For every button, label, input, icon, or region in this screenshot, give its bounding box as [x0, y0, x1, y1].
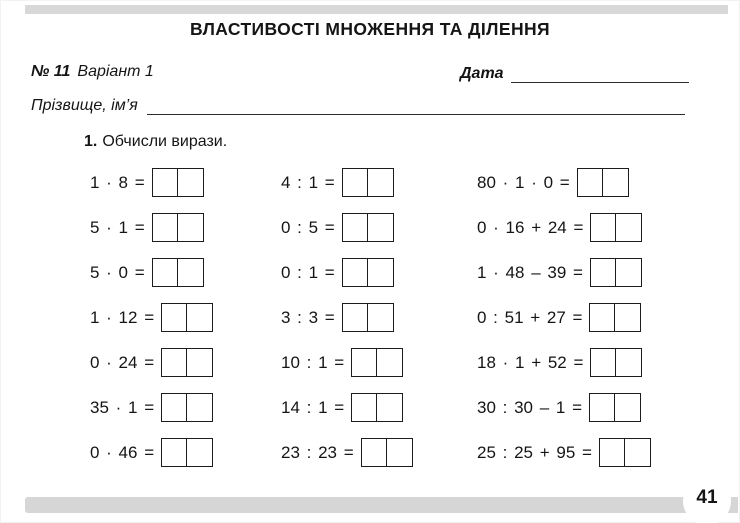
- exercise-row: [477, 160, 651, 205]
- answer-box-pair[interactable]: [599, 438, 651, 467]
- exercise-row: [90, 160, 213, 205]
- expression-text: 5 · 0 =: [90, 262, 145, 282]
- exercise-row: [281, 385, 413, 430]
- answer-box-pair[interactable]: [590, 213, 642, 242]
- answer-box-pair[interactable]: [589, 393, 641, 422]
- answer-box-pair[interactable]: [161, 303, 213, 332]
- answer-box-pair[interactable]: [589, 303, 641, 332]
- answer-cell[interactable]: [178, 213, 204, 242]
- exercise-row: [281, 205, 413, 250]
- answer-cell[interactable]: [589, 303, 615, 332]
- answer-box-pair[interactable]: [342, 303, 394, 332]
- expression-text: 0 : 1 =: [281, 262, 335, 282]
- answer-cell[interactable]: [616, 213, 642, 242]
- exercise-column-3: [477, 160, 651, 475]
- answer-cell[interactable]: [616, 348, 642, 377]
- expression-text: 18 · 1 + 52 =: [477, 352, 584, 372]
- answer-box-pair[interactable]: [590, 258, 642, 287]
- expression-text: 3 : 3 =: [281, 307, 335, 327]
- variant-label: Варіант 1: [77, 63, 154, 80]
- exercise-row: [90, 385, 213, 430]
- date-blank-line[interactable]: [511, 63, 689, 83]
- date-label: Дата: [460, 65, 504, 82]
- exercise-row: [477, 340, 651, 385]
- exercise-row: [477, 205, 651, 250]
- exercise-row: [90, 430, 213, 475]
- answer-cell[interactable]: [152, 213, 178, 242]
- answer-box-pair[interactable]: [361, 438, 413, 467]
- answer-box-pair[interactable]: [161, 438, 213, 467]
- date-row: [460, 63, 689, 83]
- answer-cell[interactable]: [590, 258, 616, 287]
- answer-cell[interactable]: [161, 303, 187, 332]
- answer-cell[interactable]: [615, 303, 641, 332]
- answer-cell[interactable]: [161, 393, 187, 422]
- expression-text: 1 · 12 =: [90, 307, 155, 327]
- answer-cell[interactable]: [616, 258, 642, 287]
- answer-cell[interactable]: [599, 438, 625, 467]
- expression-text: 0 : 51 + 27 =: [477, 307, 583, 327]
- answer-cell[interactable]: [368, 213, 394, 242]
- exercise-row: [477, 250, 651, 295]
- answer-box-pair[interactable]: [342, 213, 394, 242]
- answer-cell[interactable]: [589, 393, 615, 422]
- answer-cell[interactable]: [368, 168, 394, 197]
- answer-cell[interactable]: [342, 213, 368, 242]
- expression-text: 5 · 1 =: [90, 217, 145, 237]
- expression-text: 35 · 1 =: [90, 397, 155, 417]
- answer-cell[interactable]: [625, 438, 651, 467]
- answer-cell[interactable]: [342, 258, 368, 287]
- answer-cell[interactable]: [342, 168, 368, 197]
- answer-cell[interactable]: [351, 393, 377, 422]
- page-number-badge: [683, 477, 731, 523]
- worksheet-number: № 11: [31, 63, 71, 80]
- answer-cell[interactable]: [590, 348, 616, 377]
- name-label: Прізвище, ім’я: [31, 97, 138, 114]
- expression-text: 80 · 1 · 0 =: [477, 172, 570, 192]
- expression-text: 0 · 46 =: [90, 442, 155, 462]
- page-number: 41: [696, 487, 718, 508]
- exercise-row: [477, 385, 651, 430]
- answer-box-pair[interactable]: [577, 168, 629, 197]
- exercise-row: [90, 205, 213, 250]
- answer-cell[interactable]: [377, 348, 403, 377]
- name-row: [31, 95, 685, 115]
- name-blank-line[interactable]: [147, 95, 685, 115]
- exercise-column-2: [281, 160, 413, 475]
- answer-cell[interactable]: [187, 303, 213, 332]
- answer-cell[interactable]: [351, 348, 377, 377]
- expression-text: 23 : 23 =: [281, 442, 354, 462]
- answer-cell[interactable]: [152, 168, 178, 197]
- answer-cell[interactable]: [152, 258, 178, 287]
- answer-cell[interactable]: [368, 303, 394, 332]
- task-label: Обчисли вирази.: [102, 133, 228, 150]
- exercise-row: [90, 295, 213, 340]
- expression-text: 0 · 24 =: [90, 352, 155, 372]
- answer-cell[interactable]: [603, 168, 629, 197]
- expression-text: 1 · 8 =: [90, 172, 145, 192]
- worksheet-meta: [31, 63, 154, 81]
- expression-text: 10 : 1 =: [281, 352, 345, 372]
- exercise-row: [90, 250, 213, 295]
- answer-cell[interactable]: [615, 393, 641, 422]
- answer-cell[interactable]: [590, 213, 616, 242]
- answer-box-pair[interactable]: [152, 213, 204, 242]
- answer-cell[interactable]: [361, 438, 387, 467]
- answer-cell[interactable]: [161, 348, 187, 377]
- exercise-row: [281, 340, 413, 385]
- exercise-row: [90, 340, 213, 385]
- exercise-row: [281, 430, 413, 475]
- exercise-row: [281, 295, 413, 340]
- expression-text: 4 : 1 =: [281, 172, 335, 192]
- bottom-decorative-bar: [25, 497, 738, 513]
- exercise-row: [477, 430, 651, 475]
- top-decorative-bar: [25, 5, 728, 14]
- answer-box-pair[interactable]: [161, 348, 213, 377]
- answer-cell[interactable]: [178, 168, 204, 197]
- task-number: 1.: [84, 133, 98, 150]
- answer-cell[interactable]: [387, 438, 413, 467]
- answer-cell[interactable]: [187, 393, 213, 422]
- answer-cell[interactable]: [342, 303, 368, 332]
- answer-box-pair[interactable]: [152, 258, 204, 287]
- exercise-row: [281, 160, 413, 205]
- answer-cell[interactable]: [187, 438, 213, 467]
- exercise-row: [477, 295, 651, 340]
- expression-text: 0 · 16 + 24 =: [477, 217, 584, 237]
- answer-cell[interactable]: [368, 258, 394, 287]
- expression-text: 30 : 30 – 1 =: [477, 397, 582, 417]
- answer-box-pair[interactable]: [152, 168, 204, 197]
- exercise-row: [281, 250, 413, 295]
- answer-cell[interactable]: [187, 348, 213, 377]
- answer-box-pair[interactable]: [351, 348, 403, 377]
- answer-cell[interactable]: [577, 168, 603, 197]
- page-title: ВЛАСТИВОСТІ МНОЖЕННЯ ТА ДІЛЕННЯ: [189, 19, 550, 39]
- expression-text: 1 · 48 – 39 =: [477, 262, 583, 282]
- expression-text: 14 : 1 =: [281, 397, 345, 417]
- answer-box-pair[interactable]: [342, 168, 394, 197]
- answer-cell[interactable]: [161, 438, 187, 467]
- task-heading: [84, 133, 227, 151]
- exercise-column-1: [90, 160, 213, 475]
- answer-box-pair[interactable]: [161, 393, 213, 422]
- answer-cell[interactable]: [178, 258, 204, 287]
- answer-box-pair[interactable]: [342, 258, 394, 287]
- answer-box-pair[interactable]: [590, 348, 642, 377]
- expression-text: 0 : 5 =: [281, 217, 335, 237]
- expression-text: 25 : 25 + 95 =: [477, 442, 592, 462]
- answer-box-pair[interactable]: [351, 393, 403, 422]
- answer-cell[interactable]: [377, 393, 403, 422]
